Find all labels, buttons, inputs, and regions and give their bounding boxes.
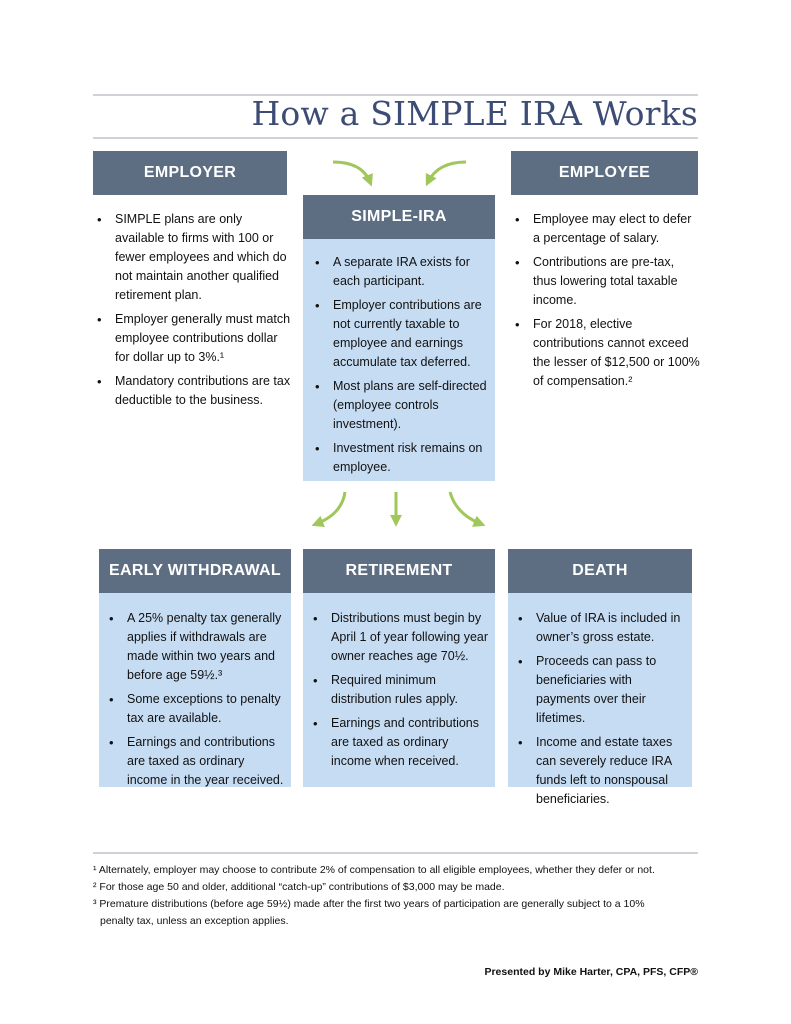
death-header: DEATH: [508, 549, 692, 593]
footnote-3-continued: penalty tax, unless an exception applies.: [100, 915, 289, 927]
list-item: • SIMPLE plans are only available to firms with 100 or fewer employees and which do not maintain another qualified retirement plan.: [93, 210, 291, 305]
presented-by: Presented by Mike Harter, CPA, PFS, CFP®: [484, 966, 698, 978]
list-item: • Employer contributions are not currently taxable to employee and earnings accumulate tax deferred.: [311, 296, 487, 372]
list-item: • Distributions must begin by April 1 of year following year owner reaches age 70½.: [309, 609, 489, 666]
footnote-rule: [93, 852, 698, 854]
arrow-employee-to-ira: [428, 162, 466, 182]
list-item: • Mandatory contributions are tax deductible to the business.: [93, 372, 291, 410]
arrow-ira-to-death: [450, 492, 481, 524]
list-item: • Contributions are pre-tax, thus lowering total taxable income.: [511, 253, 701, 310]
list-item: • Investment risk remains on employee.: [311, 439, 487, 477]
arrow-employer-to-ira: [333, 162, 370, 182]
retirement-bullets: [309, 609, 489, 771]
list-item: • A 25% penalty tax generally applies if withdrawals are made within two years and before age 59½.³: [105, 609, 285, 685]
list-item: • Required minimum distribution rules apply.: [309, 671, 489, 709]
footnote-3: ³ Premature distributions (before age 59½) made after the first two years of participation are generally subject to a 10%: [93, 898, 645, 910]
simple-ira-bullets: [311, 253, 487, 477]
list-item: • Employee may elect to defer a percentage of salary.: [511, 210, 701, 248]
list-item: • A separate IRA exists for each participant.: [311, 253, 487, 291]
employer-header: EMPLOYER: [93, 151, 287, 195]
employee-content: [511, 210, 701, 396]
employee-header: EMPLOYEE: [511, 151, 698, 195]
list-item: • Earnings and contributions are taxed as ordinary income in the year received.: [105, 733, 285, 790]
employer-content: [93, 210, 291, 415]
list-item: • Most plans are self-directed (employee controls investment).: [311, 377, 487, 434]
footnotes: [93, 862, 698, 930]
list-item: • Some exceptions to penalty tax are available.: [105, 690, 285, 728]
employee-bullets: [511, 210, 701, 391]
page-title: How a SIMPLE IRA Works: [251, 94, 698, 133]
retirement-header: RETIREMENT: [303, 549, 495, 593]
early-withdrawal-bullets: [105, 609, 285, 790]
simple-ira-header: SIMPLE-IRA: [303, 195, 495, 239]
arrow-ira-to-early-withdrawal: [316, 492, 345, 524]
footnote-1: ¹ Alternately, employer may choose to contribute 2% of compensation to all eligible employees, whether they defer or not.: [93, 864, 655, 876]
list-item: • Value of IRA is included in owner’s gross estate.: [514, 609, 686, 647]
early-withdrawal-header: EARLY WITHDRAWAL: [99, 549, 291, 593]
employer-bullets: [93, 210, 291, 410]
list-item: • Income and estate taxes can severely reduce IRA funds left to nonspousal beneficiaries.: [514, 733, 686, 809]
list-item: • For 2018, elective contributions cannot exceed the lesser of $12,500 or 100% of compensation.²: [511, 315, 701, 391]
death-bullets: [514, 609, 686, 809]
footnote-2: ² For those age 50 and older, additional “catch-up” contributions of $3,000 may be made.: [93, 881, 505, 893]
list-item: • Earnings and contributions are taxed as ordinary income when received.: [309, 714, 489, 771]
list-item: • Proceeds can pass to beneficiaries with payments over their lifetimes.: [514, 652, 686, 728]
list-item: • Employer generally must match employee contributions dollar for dollar up to 3%.¹: [93, 310, 291, 367]
